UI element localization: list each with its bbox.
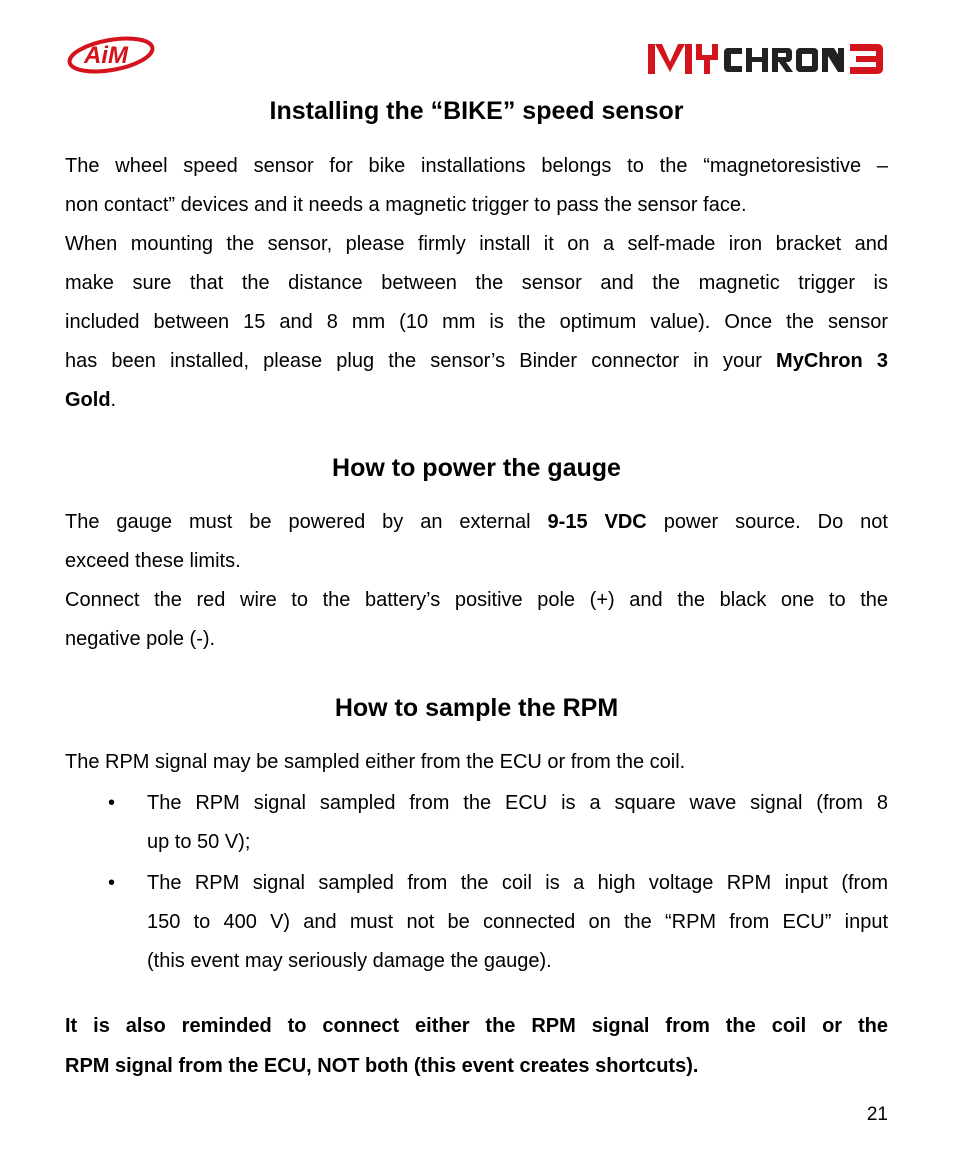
- text-line: When mounting the sensor, please firmly install it on a self-made iron bracket and: [65, 233, 888, 255]
- list-item-text: [147, 784, 888, 862]
- text-line: exceed these limits.: [65, 550, 241, 572]
- warning-note: [65, 1006, 888, 1086]
- mychron3-logo-text: MYCHRON3: [648, 40, 654, 41]
- text-line: non contact” devices and it needs a magnetic trigger to pass the sensor face.: [65, 194, 747, 216]
- rpm-intro: [65, 743, 888, 782]
- text-line: It is also reminded to connect either the RPM signal from the coil or the: [65, 1015, 888, 1037]
- text-fragment: .: [110, 389, 117, 411]
- text-fragment: power source. Do not: [663, 511, 888, 533]
- text-fragment: The gauge must be powered by an external: [65, 511, 531, 533]
- text-line-with-product: [65, 342, 888, 381]
- text-line: negative pole (-).: [65, 628, 216, 650]
- bullet-icon: •: [108, 872, 116, 894]
- product-name-bold: Gold: [65, 389, 111, 411]
- text-line: (this event may seriously damage the gauge).: [147, 950, 552, 972]
- voltage-range-bold: 9-15 VDC: [547, 511, 647, 533]
- text-line: included between 15 and 8 mm (10 mm is the optimum value). Once the sensor: [65, 311, 888, 333]
- list-item: [65, 864, 888, 984]
- bullet-icon: •: [108, 792, 116, 814]
- section-title-power: How to power the gauge: [332, 454, 621, 482]
- text-line: make sure that the distance between the sensor and the magnetic trigger is: [65, 272, 888, 294]
- text-line: The RPM signal sampled from the coil is a high voltage RPM input (from: [147, 872, 888, 894]
- text-line: 150 to 400 V) and must not be connected on the “RPM from ECU” input: [147, 911, 888, 933]
- text-line: up to 50 V);: [147, 831, 251, 853]
- text-line: RPM signal from the ECU, NOT both (this event creates shortcuts).: [65, 1055, 699, 1077]
- list-item: [65, 784, 888, 864]
- text-line: The wheel speed sensor for bike installations belongs to the “magnetoresistive –: [65, 155, 888, 177]
- text-line: The RPM signal sampled from the ECU is a square wave signal (from 8: [147, 792, 888, 814]
- text-fragment: has been installed, please plug the sensor’s Binder connector in your: [65, 350, 762, 372]
- bike-sensor-paragraph: [65, 147, 888, 420]
- page-number: 21: [866, 1104, 888, 1125]
- text-line-with-voltage: [65, 503, 888, 542]
- section-title-bike-sensor: Installing the “BIKE” speed sensor: [269, 97, 684, 125]
- section-title-rpm: How to sample the RPM: [334, 694, 619, 722]
- mychron3-logo: [648, 40, 884, 78]
- text-line: [65, 381, 888, 420]
- list-item-text: [147, 864, 888, 981]
- text-line: Connect the red wire to the battery’s positive pole (+) and the black one to the: [65, 589, 888, 611]
- aim-logo-text: AiM: [84, 42, 128, 69]
- product-name-bold: MyChron 3: [776, 350, 888, 372]
- text-line: The RPM signal may be sampled either from the ECU or from the coil.: [65, 751, 686, 773]
- aim-logo: [66, 36, 156, 74]
- power-paragraph: [65, 503, 888, 659]
